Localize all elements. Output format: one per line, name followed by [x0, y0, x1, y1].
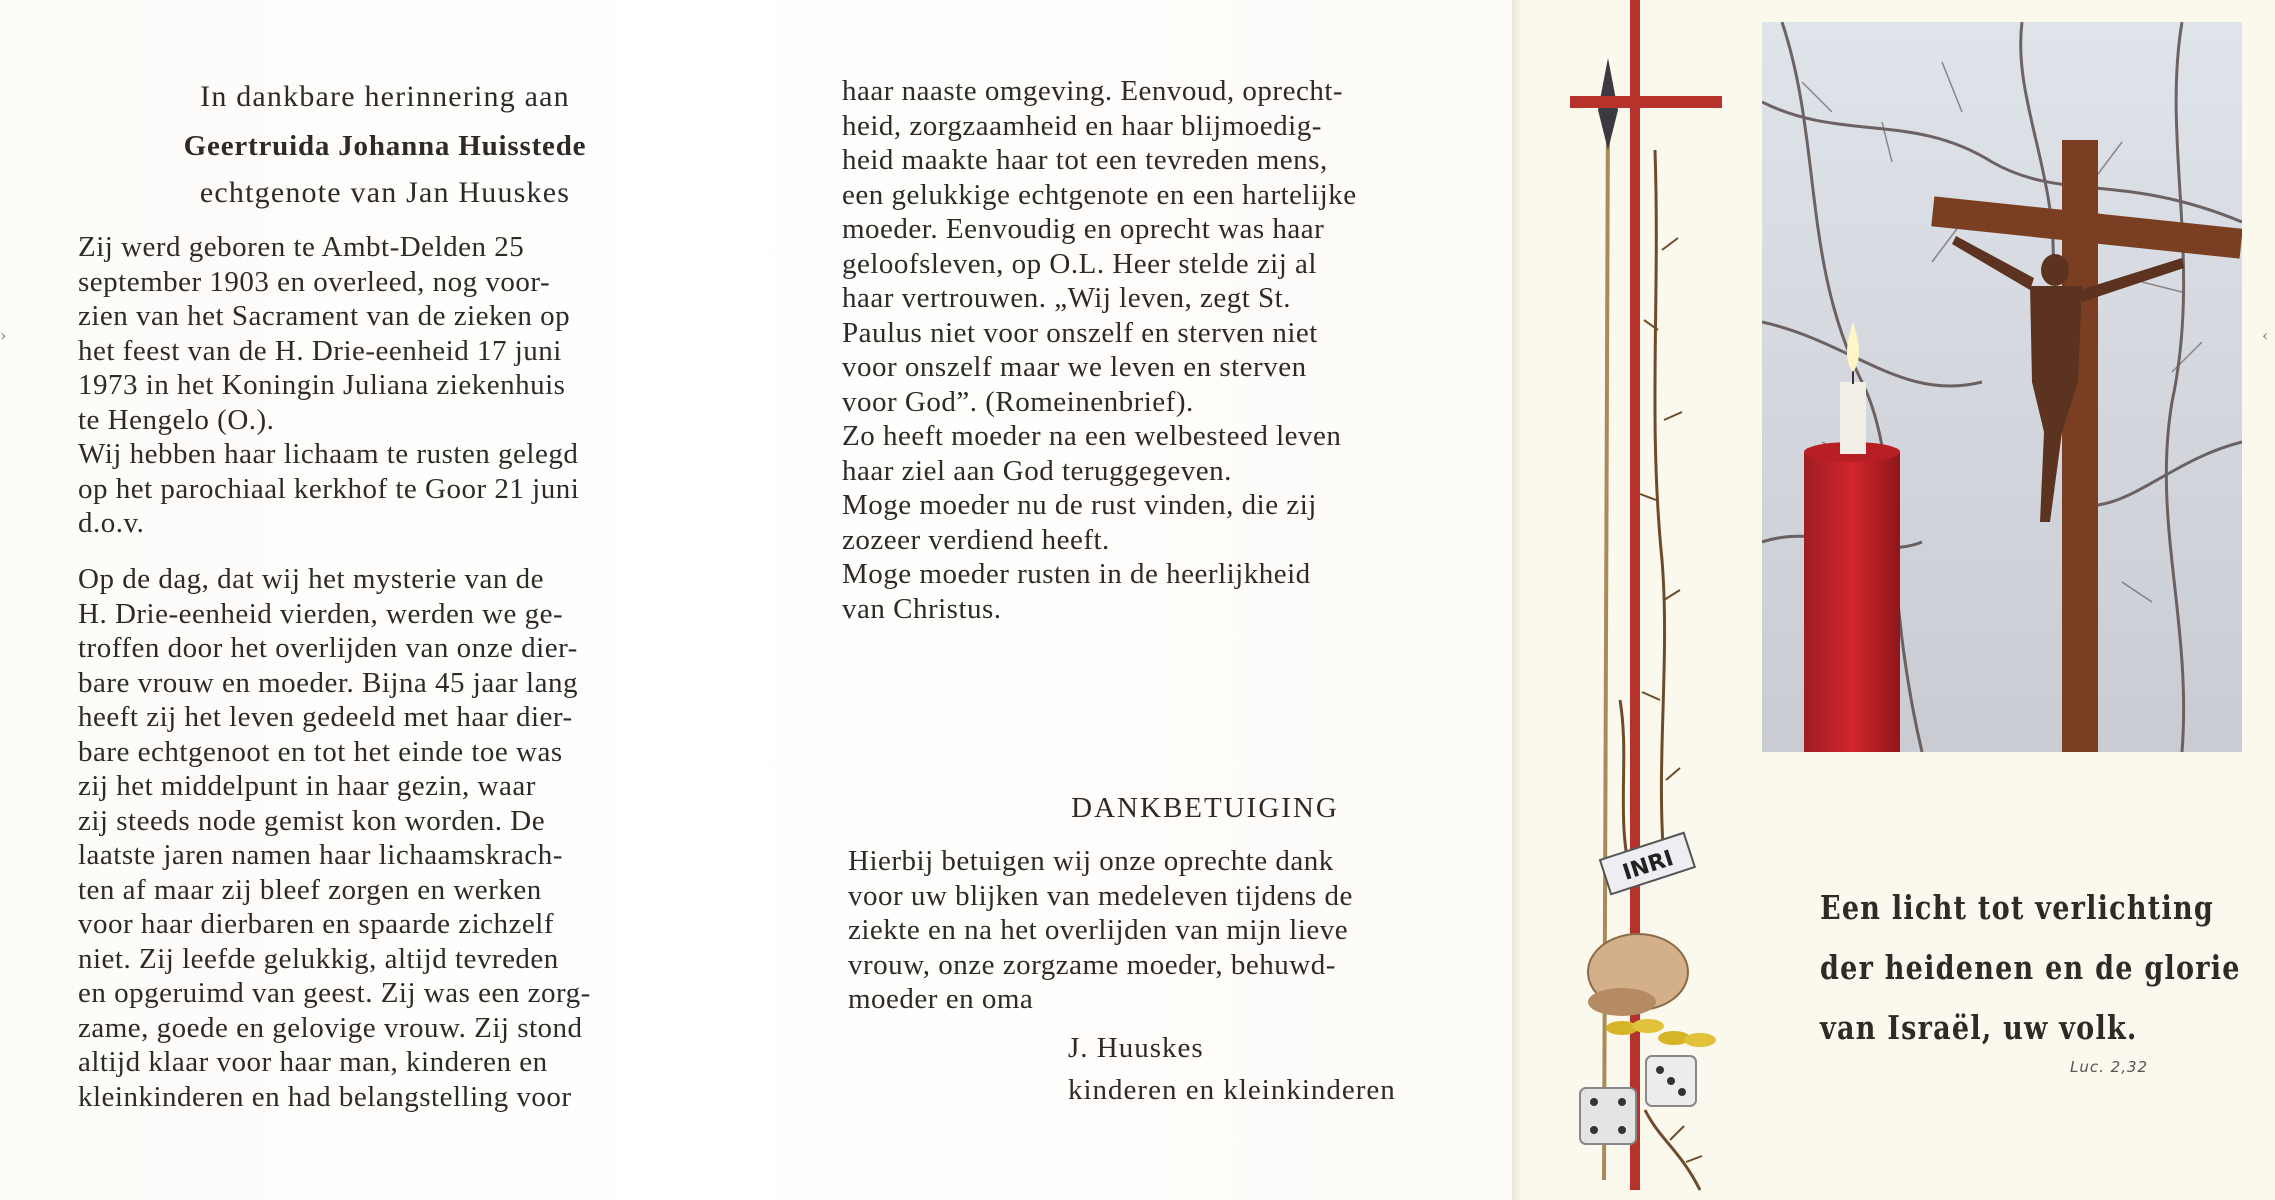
text-line: op het parochiaal kerkhof te Goor 21 juni — [78, 472, 580, 505]
acknowledgement-heading: DANKBETUIGING — [1071, 792, 1339, 824]
text-line: haar vertrouwen. „Wij leven, zegt St. — [842, 282, 1291, 314]
text-line: bare echtgenoot en tot het einde toe was — [78, 735, 563, 768]
text-line: haar naaste omgeving. Eenvoud, oprecht- — [842, 75, 1344, 107]
text-line: 1973 in het Koningin Juliana ziekenhuis — [78, 369, 566, 401]
text-line: zij het middelpunt in haar gezin, waar — [78, 770, 536, 802]
text-line: voor haar dierbaren en spaarde zichzelf — [78, 908, 554, 940]
scripture-quote-line: der heidenen en de glorie — [1820, 948, 2241, 987]
text-line: voor God”. (Romeinenbrief). — [842, 385, 1194, 418]
text-line: Hierbij betuigen wij onze oprechte dank — [848, 845, 1334, 877]
biography-paragraph-2 — [78, 562, 698, 1114]
passion-cross-illustration — [1560, 0, 1740, 1200]
text-line: Zij werd geboren te Ambt-Delden 25 — [78, 231, 525, 263]
text-line: Moge moeder nu de rust vinden, die zij — [842, 489, 1317, 521]
text-line: geloofsleven, op O.L. Heer stelde zij al — [842, 247, 1317, 280]
text-line: het feest van de H. Drie-eenheid 17 juni — [78, 334, 562, 367]
inri-label: INRI — [1619, 846, 1677, 886]
fold-shadow — [1512, 0, 1520, 1200]
text-line: zij steeds node gemist kon worden. De — [78, 804, 546, 837]
text-line: d.o.v. — [78, 507, 145, 539]
text-line: H. Drie-eenheid vierden, werden we ge- — [78, 597, 564, 630]
text-line: van Christus. — [842, 592, 1002, 625]
text-line: voor uw blijken van medeleven tijdens de — [848, 879, 1353, 912]
text-line: en opgeruimd van geest. Zij was een zorg- — [78, 977, 591, 1009]
text-line: moeder en oma — [848, 983, 1034, 1015]
text-line: altijd klaar voor haar man, kinderen en — [78, 1046, 548, 1078]
dedication-intro: In dankbare herinnering aan — [200, 80, 570, 113]
text-line: laatste jaren namen haar lichaamskrach- — [78, 839, 563, 871]
deceased-name: Geertruida Johanna Huisstede — [183, 130, 587, 162]
text-line: zozeer verdiend heeft. — [842, 523, 1110, 556]
scripture-reference: Luc. 2,32 — [2070, 1058, 2149, 1076]
text-line: troffen door het overlijden van onze dier- — [78, 632, 578, 664]
text-line: bare vrouw en moeder. Bijna 45 jaar lang — [78, 666, 578, 699]
text-line: te Hengelo (O.). — [78, 403, 275, 436]
text-line: haar ziel aan God teruggegeven. — [842, 454, 1232, 487]
middle-text-block — [842, 74, 1460, 626]
acknowledgement-text — [848, 844, 1464, 1017]
text-line: Zo heeft moeder na een welbesteed leven — [842, 420, 1342, 452]
text-line: Op de dag, dat wij het mysterie van de — [78, 563, 544, 595]
fold-mark-left: › — [0, 326, 7, 345]
crucifix-candle-photo — [1762, 22, 2242, 752]
text-line: zien van het Sacrament van de zieken op — [78, 300, 571, 332]
text-line: heeft zij het leven gedeeld met haar dier- — [78, 701, 573, 733]
text-line: Wij hebben haar lichaam te rusten gelegd — [78, 438, 579, 470]
scripture-quote-line: van Israël, uw volk. — [1820, 1008, 2138, 1047]
text-line: Paulus niet voor onszelf en sterven niet — [842, 316, 1318, 349]
text-line: ziekte en na het overlijden van mijn lieve — [848, 914, 1349, 946]
signature-name: J. Huuskes — [1068, 1032, 1204, 1064]
text-line: heid maakte haar tot een tevreden mens, — [842, 144, 1328, 176]
signature-family: kinderen en kleinkinderen — [1068, 1074, 1396, 1106]
text-line: vrouw, onze zorgzame moeder, behuwd- — [848, 948, 1336, 981]
biography-paragraph-1 — [78, 230, 698, 541]
text-line: kleinkinderen en had belangstelling voor — [78, 1080, 572, 1113]
text-line: ten af maar zij bleef zorgen en werken — [78, 873, 542, 906]
text-line: een gelukkige echtgenote en een hartelijke — [842, 178, 1357, 211]
text-line: heid, zorgzaamheid en haar blijmoedig- — [842, 109, 1322, 142]
text-line: voor onszelf maar we leven en sterven — [842, 351, 1307, 383]
text-line: zame, goede en gelovige vrouw. Zij stond — [78, 1011, 583, 1044]
text-line: Moge moeder rusten in de heerlijkheid — [842, 558, 1311, 590]
text-line: moeder. Eenvoudig en oprecht was haar — [842, 213, 1325, 245]
fold-mark-right: ‹ — [2262, 326, 2269, 345]
spouse-line: echtgenote van Jan Huuskes — [199, 176, 571, 209]
text-line: niet. Zij leefde gelukkig, altijd tevreden — [78, 942, 559, 975]
scripture-quote-line: Een licht tot verlichting — [1820, 888, 2215, 927]
text-line: september 1903 en overleed, nog voor- — [78, 265, 551, 298]
